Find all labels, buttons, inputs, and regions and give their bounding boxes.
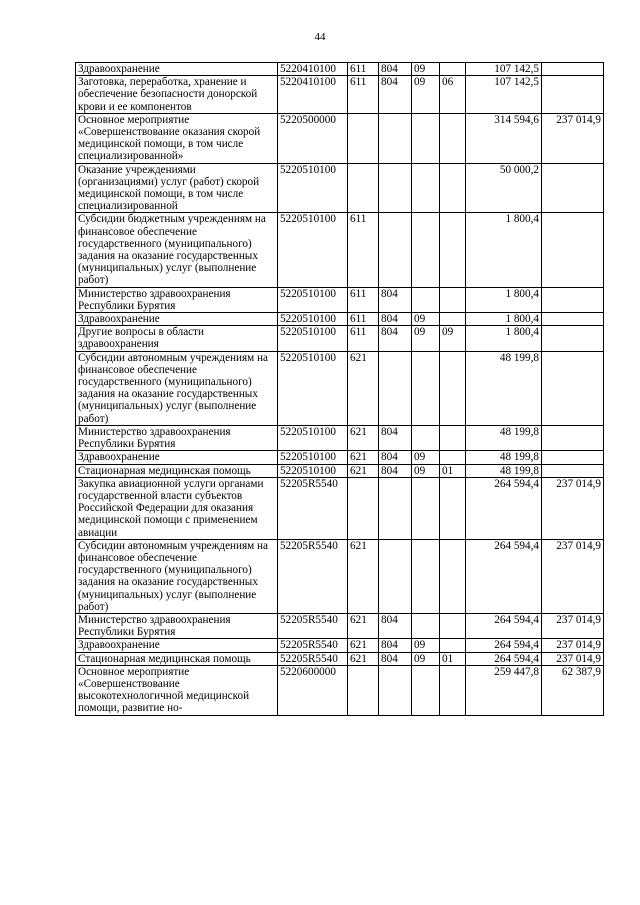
expense-type-code-cell: 611 xyxy=(348,213,379,287)
administrator-code-cell: 804 xyxy=(379,425,412,450)
target-article-code-cell: 5220500000 xyxy=(278,113,348,163)
expense-name-cell: Субсидии бюджетным учреждениям на финансовое обеспечение государственного (муниципального) задания на оказание государственных (муниципальных) услуг (выполнение работ) xyxy=(76,213,278,287)
amount-federal-cell xyxy=(542,451,604,464)
amount-federal-cell: 237 014,9 xyxy=(542,113,604,163)
subsection-code-cell xyxy=(440,477,466,539)
table-row xyxy=(76,477,604,539)
amount-total-cell: 1 800,4 xyxy=(466,326,542,351)
section-code-cell xyxy=(412,213,440,287)
amount-federal-cell xyxy=(542,425,604,450)
administrator-code-cell xyxy=(379,539,412,613)
target-article-code-cell: 5220510100 xyxy=(278,313,348,326)
expense-type-code-cell: 611 xyxy=(348,287,379,312)
administrator-code-cell xyxy=(379,351,412,425)
expense-type-code-cell xyxy=(348,163,379,213)
subsection-code-cell xyxy=(440,639,466,652)
amount-total-cell: 259 447,8 xyxy=(466,665,542,715)
amount-total-cell: 48 199,8 xyxy=(466,425,542,450)
administrator-code-cell: 804 xyxy=(379,451,412,464)
amount-federal-cell xyxy=(542,76,604,114)
administrator-code-cell xyxy=(379,163,412,213)
administrator-code-cell xyxy=(379,213,412,287)
administrator-code-cell: 804 xyxy=(379,464,412,477)
subsection-code-cell xyxy=(440,539,466,613)
administrator-code-cell xyxy=(379,113,412,163)
expense-type-code-cell: 621 xyxy=(348,351,379,425)
administrator-code-cell: 804 xyxy=(379,652,412,665)
expense-name-cell: Министерство здравоохранения Республики Бурятия xyxy=(76,613,278,638)
amount-total-cell: 48 199,8 xyxy=(466,464,542,477)
amount-total-cell: 264 594,4 xyxy=(466,477,542,539)
amount-total-cell: 50 000,2 xyxy=(466,163,542,213)
expense-name-cell: Министерство здравоохранения Республики Бурятия xyxy=(76,425,278,450)
expense-name-cell: Закупка авиационной услуги органами государственной власти субъектов Российской Федерации для оказания медицинской помощи с применением авиации xyxy=(76,477,278,539)
expense-type-code-cell: 621 xyxy=(348,539,379,613)
amount-federal-cell xyxy=(542,63,604,76)
section-code-cell xyxy=(412,665,440,715)
section-code-cell xyxy=(412,613,440,638)
expense-name-cell: Субсидии автономным учреждениям на финансовое обеспечение государственного (муниципального) задания на оказание государственных (муниципальных) услуг (выполнение работ) xyxy=(76,539,278,613)
table-row xyxy=(76,665,604,715)
expense-name-cell: Здравоохранение xyxy=(76,451,278,464)
section-code-cell xyxy=(412,477,440,539)
table-row xyxy=(76,326,604,351)
subsection-code-cell xyxy=(440,613,466,638)
amount-total-cell: 264 594,4 xyxy=(466,639,542,652)
target-article-code-cell: 5220510100 xyxy=(278,464,348,477)
target-article-code-cell: 5220410100 xyxy=(278,76,348,114)
amount-federal-cell xyxy=(542,287,604,312)
expense-name-cell: Здравоохранение xyxy=(76,639,278,652)
subsection-code-cell xyxy=(440,63,466,76)
administrator-code-cell xyxy=(379,477,412,539)
table-row xyxy=(76,613,604,638)
page-number: 44 xyxy=(314,31,326,43)
section-code-cell: 09 xyxy=(412,464,440,477)
subsection-code-cell xyxy=(440,163,466,213)
expense-name-cell: Министерство здравоохранения Республики Бурятия xyxy=(76,287,278,312)
subsection-code-cell: 01 xyxy=(440,652,466,665)
table-row xyxy=(76,351,604,425)
amount-federal-cell: 237 014,9 xyxy=(542,639,604,652)
amount-total-cell: 264 594,4 xyxy=(466,652,542,665)
amount-federal-cell: 237 014,9 xyxy=(542,477,604,539)
target-article-code-cell: 5220510100 xyxy=(278,451,348,464)
subsection-code-cell xyxy=(440,113,466,163)
amount-federal-cell: 237 014,9 xyxy=(542,613,604,638)
table-row xyxy=(76,76,604,114)
administrator-code-cell: 804 xyxy=(379,639,412,652)
target-article-code-cell: 52205R5540 xyxy=(278,477,348,539)
expense-name-cell: Оказание учреждениями (организациями) услуг (работ) скорой медицинской помощи, в том числе специализированной xyxy=(76,163,278,213)
amount-total-cell: 107 142,5 xyxy=(466,76,542,114)
subsection-code-cell xyxy=(440,425,466,450)
section-code-cell xyxy=(412,425,440,450)
amount-federal-cell xyxy=(542,313,604,326)
amount-total-cell: 314 594,6 xyxy=(466,113,542,163)
administrator-code-cell: 804 xyxy=(379,613,412,638)
target-article-code-cell: 52205R5540 xyxy=(278,613,348,638)
amount-total-cell: 1 800,4 xyxy=(466,313,542,326)
amount-total-cell: 107 142,5 xyxy=(466,63,542,76)
table-row xyxy=(76,113,604,163)
amount-federal-cell xyxy=(542,351,604,425)
amount-total-cell: 264 594,4 xyxy=(466,613,542,638)
budget-table-body xyxy=(76,63,604,716)
section-code-cell xyxy=(412,287,440,312)
section-code-cell: 09 xyxy=(412,639,440,652)
section-code-cell: 09 xyxy=(412,76,440,114)
table-row xyxy=(76,539,604,613)
expense-name-cell: Заготовка, переработка, хранение и обеспечение безопасности донорской крови и ее компонентов xyxy=(76,76,278,114)
budget-table xyxy=(75,62,604,716)
table-row xyxy=(76,464,604,477)
target-article-code-cell: 5220510100 xyxy=(278,351,348,425)
expense-type-code-cell: 611 xyxy=(348,326,379,351)
expense-name-cell: Здравоохранение xyxy=(76,313,278,326)
amount-federal-cell: 237 014,9 xyxy=(542,652,604,665)
subsection-code-cell xyxy=(440,213,466,287)
target-article-code-cell: 5220510100 xyxy=(278,425,348,450)
amount-total-cell: 48 199,8 xyxy=(466,351,542,425)
expense-type-code-cell xyxy=(348,113,379,163)
section-code-cell xyxy=(412,113,440,163)
table-row xyxy=(76,425,604,450)
expense-name-cell: Стационарная медицинская помощь xyxy=(76,652,278,665)
expense-name-cell: Другие вопросы в области здравоохранения xyxy=(76,326,278,351)
amount-total-cell: 1 800,4 xyxy=(466,287,542,312)
amount-total-cell: 264 594,4 xyxy=(466,539,542,613)
amount-federal-cell xyxy=(542,464,604,477)
administrator-code-cell: 804 xyxy=(379,76,412,114)
administrator-code-cell: 804 xyxy=(379,287,412,312)
target-article-code-cell: 5220510100 xyxy=(278,287,348,312)
section-code-cell xyxy=(412,539,440,613)
table-row xyxy=(76,63,604,76)
expense-name-cell: Стационарная медицинская помощь xyxy=(76,464,278,477)
expense-type-code-cell: 621 xyxy=(348,613,379,638)
target-article-code-cell: 52205R5540 xyxy=(278,539,348,613)
target-article-code-cell: 52205R5540 xyxy=(278,652,348,665)
target-article-code-cell: 5220410100 xyxy=(278,63,348,76)
table-row xyxy=(76,213,604,287)
section-code-cell: 09 xyxy=(412,451,440,464)
amount-federal-cell xyxy=(542,326,604,351)
expense-name-cell: Основное мероприятие «Совершенствование оказания скорой медицинской помощи, в том числе специализированной» xyxy=(76,113,278,163)
subsection-code-cell xyxy=(440,351,466,425)
expense-type-code-cell: 611 xyxy=(348,63,379,76)
subsection-code-cell: 01 xyxy=(440,464,466,477)
subsection-code-cell xyxy=(440,313,466,326)
administrator-code-cell: 804 xyxy=(379,313,412,326)
subsection-code-cell xyxy=(440,451,466,464)
section-code-cell xyxy=(412,163,440,213)
expense-name-cell: Субсидии автономным учреждениям на финансовое обеспечение государственного (муниципального) задания на оказание государственных (муниципальных) услуг (выполнение работ) xyxy=(76,351,278,425)
expense-type-code-cell: 621 xyxy=(348,425,379,450)
section-code-cell: 09 xyxy=(412,326,440,351)
subsection-code-cell xyxy=(440,665,466,715)
expense-type-code-cell: 611 xyxy=(348,76,379,114)
expense-type-code-cell xyxy=(348,477,379,539)
subsection-code-cell: 06 xyxy=(440,76,466,114)
amount-federal-cell xyxy=(542,213,604,287)
target-article-code-cell: 5220600000 xyxy=(278,665,348,715)
amount-total-cell: 1 800,4 xyxy=(466,213,542,287)
amount-federal-cell: 62 387,9 xyxy=(542,665,604,715)
administrator-code-cell xyxy=(379,665,412,715)
expense-type-code-cell xyxy=(348,665,379,715)
section-code-cell: 09 xyxy=(412,652,440,665)
administrator-code-cell: 804 xyxy=(379,326,412,351)
amount-federal-cell: 237 014,9 xyxy=(542,539,604,613)
target-article-code-cell: 5220510100 xyxy=(278,163,348,213)
amount-federal-cell xyxy=(542,163,604,213)
table-row xyxy=(76,652,604,665)
section-code-cell: 09 xyxy=(412,313,440,326)
subsection-code-cell xyxy=(440,287,466,312)
expense-type-code-cell: 621 xyxy=(348,652,379,665)
administrator-code-cell: 804 xyxy=(379,63,412,76)
expense-type-code-cell: 621 xyxy=(348,639,379,652)
table-row xyxy=(76,313,604,326)
table-row xyxy=(76,287,604,312)
target-article-code-cell: 5220510100 xyxy=(278,213,348,287)
expense-name-cell: Основное мероприятие «Совершенствование высокотехнологичной медицинской помощи, развитие но- xyxy=(76,665,278,715)
expense-type-code-cell: 621 xyxy=(348,451,379,464)
expense-type-code-cell: 611 xyxy=(348,313,379,326)
amount-total-cell: 48 199,8 xyxy=(466,451,542,464)
table-row xyxy=(76,639,604,652)
section-code-cell: 09 xyxy=(412,63,440,76)
subsection-code-cell: 09 xyxy=(440,326,466,351)
target-article-code-cell: 5220510100 xyxy=(278,326,348,351)
table-row xyxy=(76,451,604,464)
expense-type-code-cell: 621 xyxy=(348,464,379,477)
table-row xyxy=(76,163,604,213)
target-article-code-cell: 52205R5540 xyxy=(278,639,348,652)
expense-name-cell: Здравоохранение xyxy=(76,63,278,76)
section-code-cell xyxy=(412,351,440,425)
